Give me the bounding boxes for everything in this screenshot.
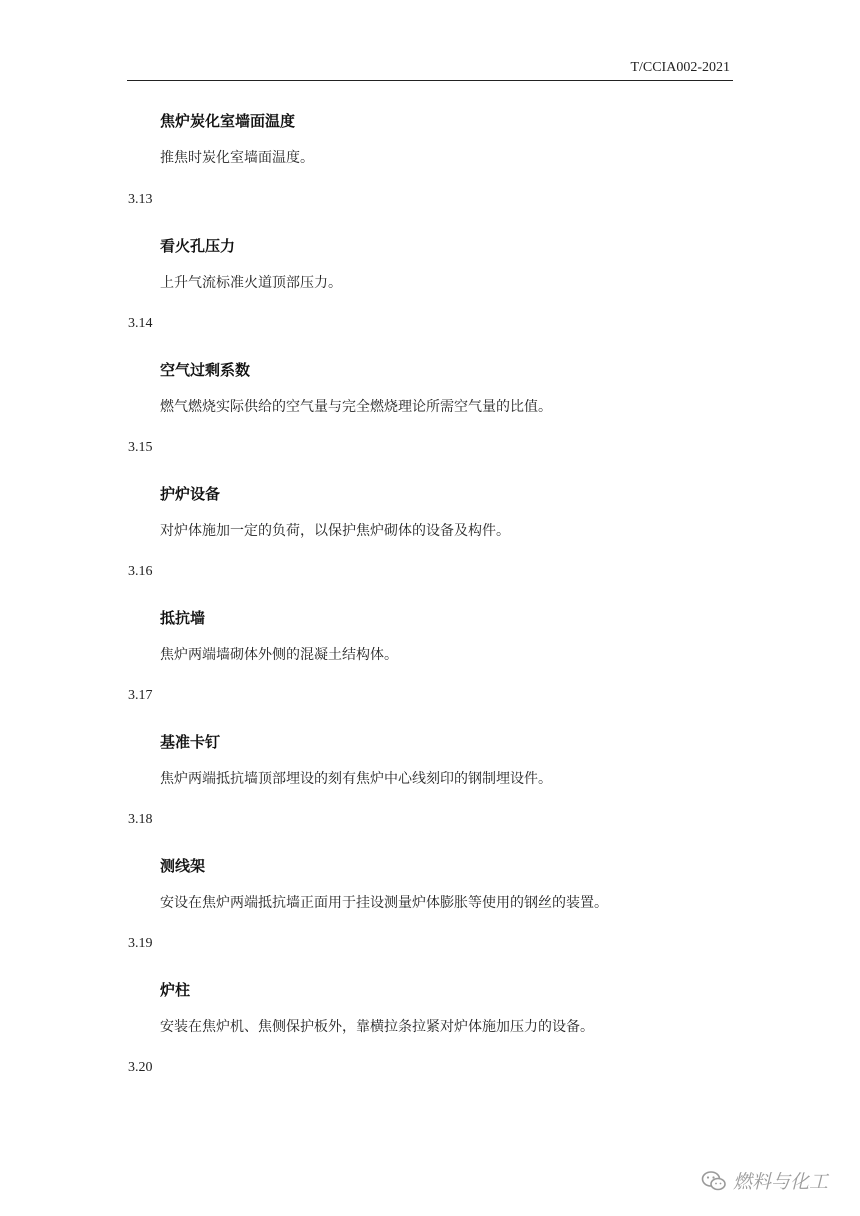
clause-number: 3.19 (128, 936, 153, 951)
term-title: 护炉设备 (160, 485, 221, 503)
document-code: T/CCIA002-2021 (630, 60, 730, 75)
term-definition: 焦炉两端抵抗墙顶部埋设的刻有焦炉中心线刻印的钢制埋设件。 (160, 771, 552, 787)
clause-number: 3.14 (128, 316, 153, 331)
term-definition: 焦炉两端墙砌体外侧的混凝土结构体。 (160, 647, 398, 663)
watermark (701, 1167, 828, 1194)
clause-number: 3.20 (128, 1060, 153, 1075)
term-title: 基准卡钉 (160, 733, 221, 751)
watermark-text: 燃料与化工 (732, 1171, 828, 1193)
clause-number: 3.13 (128, 192, 153, 207)
term-definition: 安设在焦炉两端抵抗墙正面用于挂设测量炉体膨胀等使用的钢丝的装置。 (160, 895, 608, 911)
term-title: 焦炉炭化室墙面温度 (160, 112, 296, 130)
term-title: 抵抗墙 (160, 609, 206, 627)
term-title: 测线架 (160, 857, 206, 875)
header-rule (127, 80, 733, 81)
wechat-icon (701, 1170, 727, 1192)
term-title: 空气过剩系数 (160, 361, 251, 379)
term-definition: 燃气燃烧实际供给的空气量与完全燃烧理论所需空气量的比值。 (160, 399, 552, 415)
clause-number: 3.17 (128, 688, 153, 703)
clause-number: 3.16 (128, 564, 153, 579)
term-definition: 上升气流标准火道顶部压力。 (160, 275, 342, 291)
term-title: 炉柱 (160, 981, 191, 999)
term-title: 看火孔压力 (160, 237, 236, 255)
term-definition: 推焦时炭化室墙面温度。 (160, 150, 314, 166)
term-definition: 安装在焦炉机、焦侧保护板外，靠横拉条拉紧对炉体施加压力的设备。 (160, 1019, 594, 1035)
clause-number: 3.18 (128, 812, 153, 827)
clause-number: 3.15 (128, 440, 153, 455)
term-definition: 对炉体施加一定的负荷，以保护焦炉砌体的设备及构件。 (160, 523, 510, 539)
